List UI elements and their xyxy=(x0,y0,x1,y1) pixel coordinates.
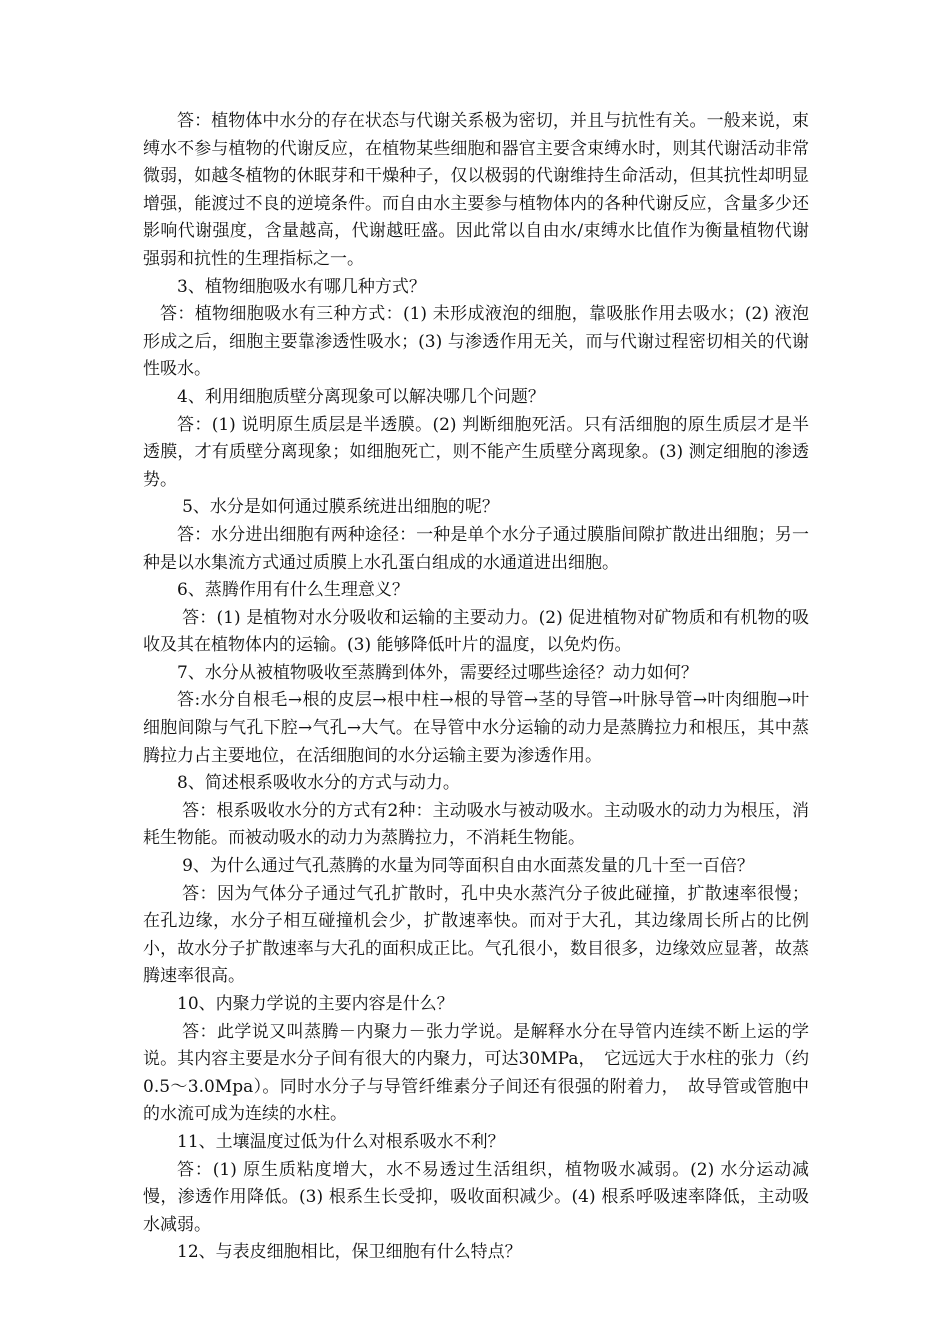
answer-9: 答：因为气体分子通过气孔扩散时，孔中央水蒸汽分子彼此碰撞，扩散速率很慢；在孔边缘，水分子相互碰撞机会少，扩散速率快。而对于大孔，其边缘周长所占的比例小，故水分子扩散速率与大孔的面积成正比。气孔很小，数目很多，边缘效应显著，故蒸腾速率很高。 xyxy=(143,883,809,987)
question-5: 5、水分是如何通过膜系统进出细胞的呢？ xyxy=(182,497,499,518)
question-12: 12、与表皮细胞相比，保卫细胞有什么特点？ xyxy=(177,1242,522,1263)
question-10: 10、内聚力学说的主要内容是什么？ xyxy=(177,994,454,1014)
question-7: 7、水分从被植物吸收至蒸腾到体外，需要经过哪些途径？动力如何？ xyxy=(177,662,698,683)
answer-3: 答：植物细胞吸水有三种方式：(1) 未形成液泡的细胞，靠吸胀作用去吸水；(2) 液泡形成之后，细胞主要靠渗透性吸水；(3) 与渗透作用无关，而与代谢过程密切相关的代谢性吸水。 xyxy=(143,304,809,380)
answer-2: 答：植物体中水分的存在状态与代谢关系极为密切，并且与抗性有关。一般来说，束缚水不参与植物的代谢反应，在植物某些细胞和器官主要含束缚水时，则其代谢活动非常微弱，如越冬植物的休眠芽和干燥种子，仅以极弱的代谢维持生命活动，但其抗性却明显增强，能渡过不良的逆境条件。而自由水主要参与植物体内的各种代谢反应，含量多少还影响代谢强度，含量越高，代谢越旺盛。因此常以自由水/束缚水比值作为衡量植物代谢强弱和抗性的生理指标之一。 xyxy=(143,111,809,269)
answer-11: 答：(1) 原生质粘度增大，水不易透过生活组织，植物吸水减弱。(2) 水分运动减慢，渗透作用降低。(3) 根系生长受抑，吸收面积减少。(4) 根系呼吸速率降低，主动吸水减弱。 xyxy=(143,1159,809,1235)
answer-4: 答：(1) 说明原生质层是半透膜。(2) 判断细胞死活。只有活细胞的原生质层才是半透膜，才有质壁分离现象；如细胞死亡，则不能产生质壁分离现象。(3) 测定细胞的渗透势。 xyxy=(143,414,809,490)
answer-8: 答：根系吸收水分的方式有2种：主动吸水与被动吸水。主动吸水的动力为根压，消耗生物能。而被动吸水的动力为蒸腾拉力，不消耗生物能。 xyxy=(143,800,809,849)
answer-10: 答：此学说又叫蒸腾－内聚力－张力学说。是解释水分在导管内连续不断上运的学说。其内容主要是水分子间有很大的内聚力，可达30MPa， 它远远大于水柱的张力（约0.5～3.0Mpa）。同时水分子与导管纤维素分子间还有很强的附着力， 故导管或管胞中的水流可成为连续的水柱。 xyxy=(143,1021,809,1125)
answer-6: 答：(1) 是植物对水分吸收和运输的主要动力。(2) 促进植物对矿物质和有机物的吸收及其在植物体内的运输。(3) 能够降低叶片的温度，以免灼伤。 xyxy=(143,607,809,656)
answer-5: 答：水分进出细胞有两种途径：一种是单个水分子通过膜脂间隙扩散进出细胞；另一种是以水集流方式通过质膜上水孔蛋白组成的水通道进出细胞。 xyxy=(143,524,809,573)
question-4: 4、利用细胞质壁分离现象可以解决哪几个问题？ xyxy=(177,386,545,407)
question-6: 6、蒸腾作用有什么生理意义？ xyxy=(177,580,409,601)
question-8: 8、简述根系吸收水分的方式与动力。 xyxy=(177,773,460,794)
document-body xyxy=(143,108,809,1267)
question-11: 11、土壤温度过低为什么对根系吸水不利？ xyxy=(177,1131,505,1152)
question-3: 3、植物细胞吸水有哪几种方式？ xyxy=(177,276,426,297)
answer-7: 答:水分自根毛→根的皮层→根中柱→根的导管→茎的导管→叶脉导管→叶肉细胞→叶细胞间隙与气孔下腔→气孔→大气。在导管中水分运输的动力是蒸腾拉力和根压，其中蒸腾拉力占主要地位，在活细胞间的水分运输主要为渗透作用。 xyxy=(143,690,809,766)
question-9: 9、为什么通过气孔蒸腾的水量为同等面积自由水面蒸发量的几十至一百倍？ xyxy=(182,856,754,877)
